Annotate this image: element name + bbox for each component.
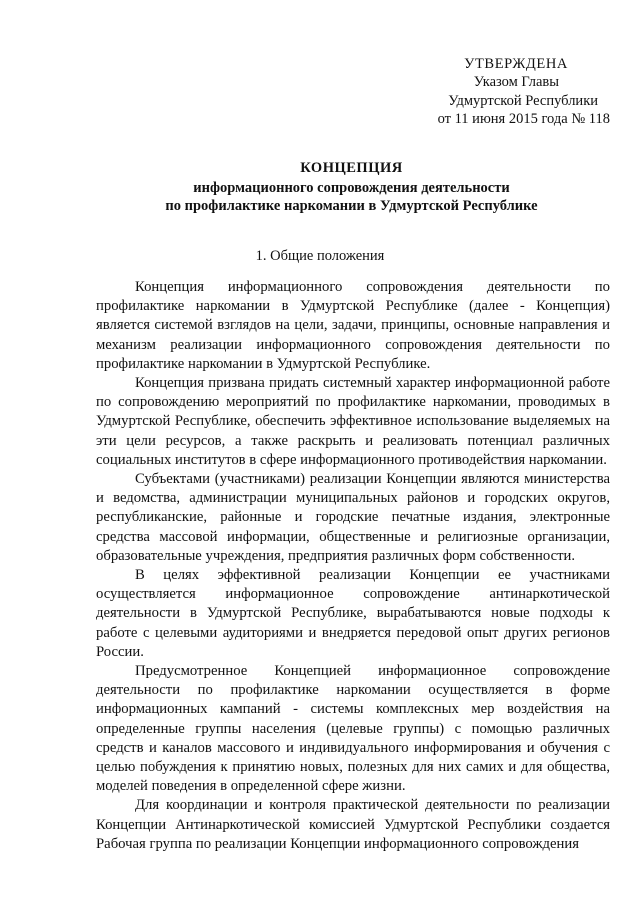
paragraph: Субъектами (участниками) реализации Концепции являются министерства и ведомства, администрации муниципальных районов и городских округов, республиканские, районные и городские печатные издания, электронные средства массовой информации, общественные и религиозные организации, образовательные учреждения, предприятия различных форм собственности. <box>96 471 610 564</box>
paragraph: Концепция призвана придать системный характер информационной работе по сопровождению мероприятий по профилактике наркомании, проводимых в Удмуртской Республике, обеспечить эффективное использование выделяемых на эти цели ресурсов, а также раскрыть и реализовать потенциал различных социальных институтов в сфере информационного противодействия наркомании. <box>96 375 610 468</box>
approval-status: УТВЕРЖДЕНА <box>464 56 568 72</box>
paragraph: В целях эффективной реализации Концепции ее участниками осуществляется информационное сопровождение антинаркотической деятельности в Удмуртской Республике, вырабатываются новые подходы к работе с целевыми аудиториями и внедряется передовой опыт других регионов России. <box>96 567 610 660</box>
document-subtitle-line-2: по профилактике наркомании в Удмуртской Республике <box>165 198 538 214</box>
paragraph: Предусмотренное Концепцией информационное сопровождение деятельности по профилактике наркомании осуществляется в форме информационных кампаний - системы комплексных мер воздействия на определенные группы населения (целевые группы) с помощью различных средств и каналов массового и индивидуального информирования и обучения с целью побуждения к принятию новых, полезных для них самих и для общества, моделей поведения в определенной сфере жизни. <box>96 663 610 795</box>
approval-stamp <box>400 55 610 128</box>
document-body <box>96 278 610 854</box>
document-subtitle-line-1: информационного сопровождения деятельности <box>193 180 510 196</box>
document-title: КОНЦЕПЦИЯ <box>300 160 403 176</box>
approval-authority: Удмуртской Республики <box>448 92 598 109</box>
paragraph: Для координации и контроля практической деятельности по реализации Концепции Антинаркотической комиссией Удмуртской Республики создается Рабочая группа по реализации Концепции информационного сопровождения <box>96 797 610 852</box>
approval-date: от 11 июня 2015 года № 118 <box>437 110 610 127</box>
section-heading: 1. Общие положения <box>255 248 385 264</box>
paragraph: Концепция информационного сопровождения деятельности по профилактике наркомании в Удмуртской Республике (далее - Концепция) является системой взглядов на цели, задачи, принципы, основные направления и механизм реализации информационного сопровождения деятельности по профилактике наркомании в Удмуртской Республике. <box>96 279 610 372</box>
approval-decree: Указом Главы <box>473 74 559 91</box>
